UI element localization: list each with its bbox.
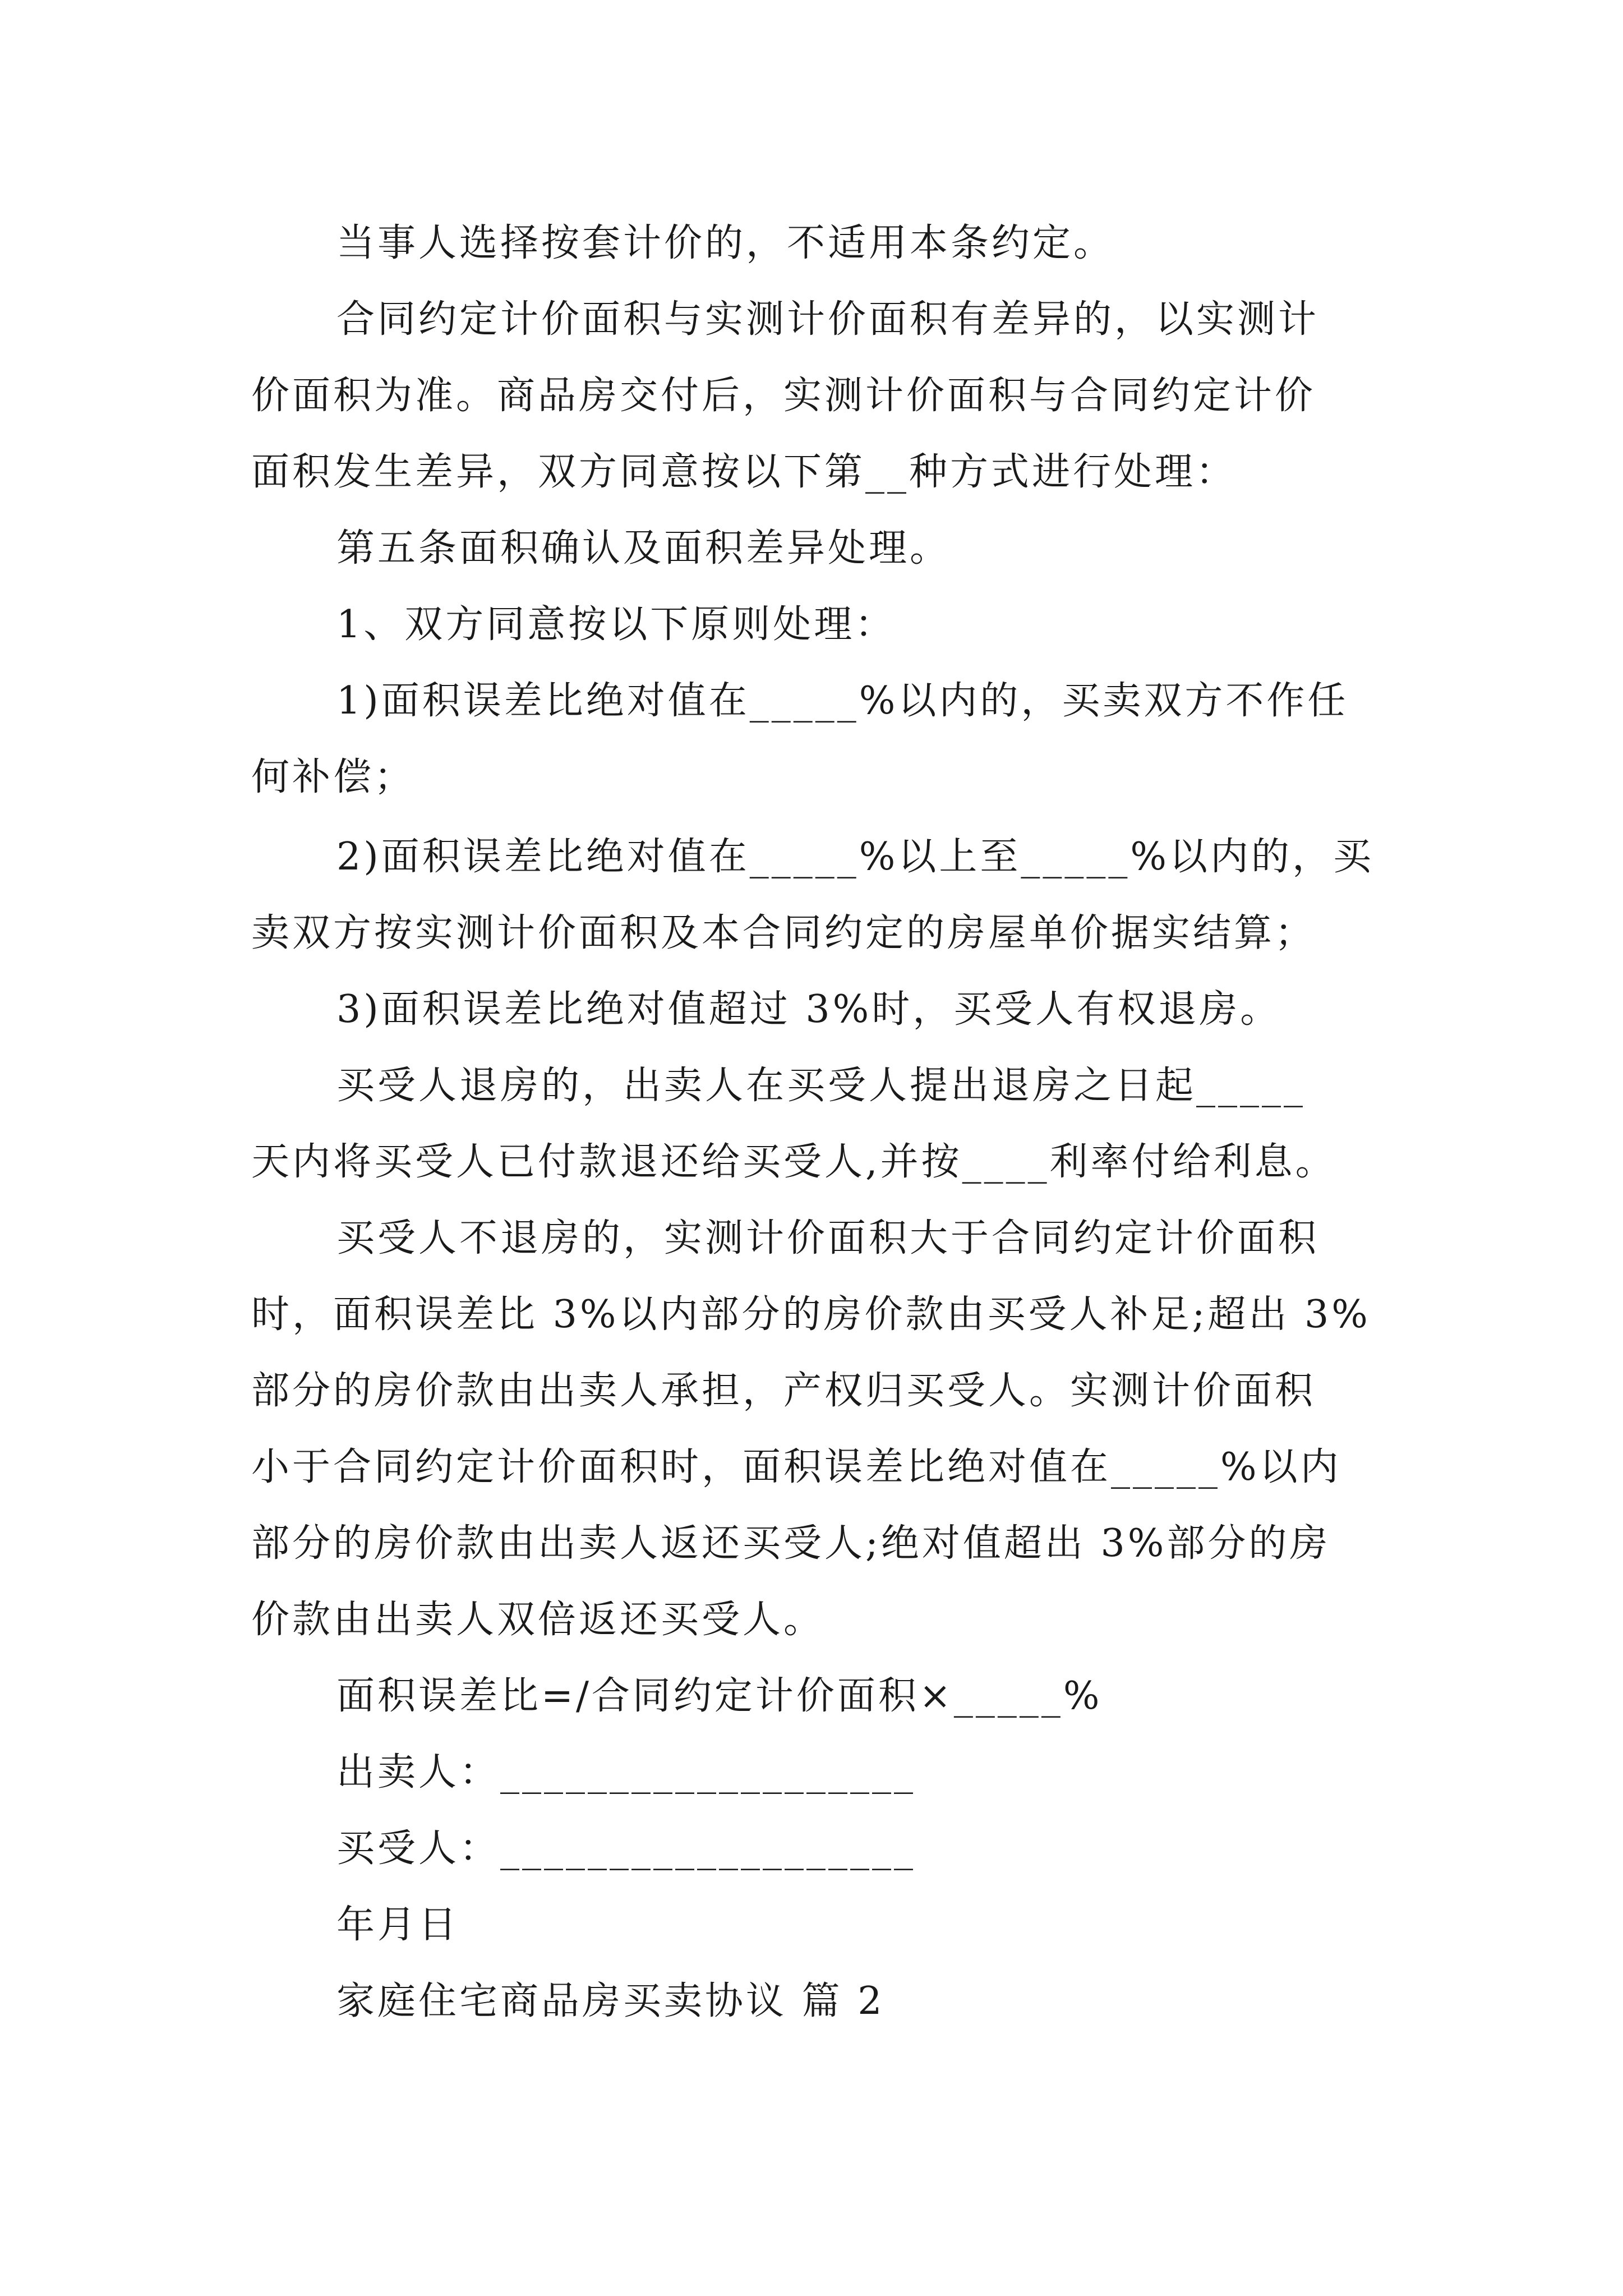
paragraph-line: 1、双方同意按以下原则处理：	[336, 602, 896, 647]
paragraph-line: 卖双方按实测计价面积及本合同约定的房屋单价据实结算；	[251, 911, 1316, 955]
paragraph-line: 当事人选择按套计价的，不适用本条约定。	[336, 221, 1115, 265]
buyer-signature-line: 买受人：___________________	[336, 1826, 916, 1871]
paragraph-line: 1)面积误差比绝对值在_____%以内的，买卖双方不作任	[336, 679, 1349, 723]
paragraph-line: 小于合同约定计价面积时，面积误差比绝对值在_____%以内	[251, 1445, 1341, 1489]
paragraph-line: 合同约定计价面积与实测计价面积有差异的，以实测计	[336, 297, 1320, 342]
seller-signature-line: 出卖人：___________________	[336, 1750, 916, 1795]
section-heading: 第五条面积确认及面积差异处理。	[336, 526, 951, 570]
formula-line: 面积误差比=/合同约定计价面积×_____%	[336, 1674, 1103, 1718]
paragraph-line: 何补偿；	[251, 755, 416, 799]
paragraph-line: 买受人退房的，出卖人在买受人提出退房之日起_____	[336, 1064, 1306, 1108]
paragraph-line: 价款由出卖人双倍返还买受人。	[251, 1598, 825, 1642]
paragraph-line: 价面积为准。商品房交付后，实测计价面积与合同约定计价	[251, 374, 1316, 418]
paragraph-line: 部分的房价款由出卖人返还买受人;绝对值超出 3%部分的房	[251, 1521, 1331, 1566]
paragraph-line: 面积发生差异，双方同意按以下第__种方式进行处理：	[251, 450, 1237, 494]
section-title: 家庭住宅商品房买卖协议 篇 2	[336, 1979, 885, 2023]
paragraph-line: 时，面积误差比 3%以内部分的房价款由买受人补足;超出 3%	[251, 1292, 1371, 1337]
paragraph-line: 天内将买受人已付款退还给买受人,并按____利率付给利息。	[251, 1140, 1336, 1184]
date-line: 年月日	[336, 1903, 460, 1947]
paragraph-line: 部分的房价款由出卖人承担，产权归买受人。实测计价面积	[251, 1369, 1316, 1413]
paragraph-line: 2)面积误差比绝对值在_____%以上至_____%以内的，买	[336, 835, 1375, 879]
paragraph-line: 3)面积误差比绝对值超过 3%时，买受人有权退房。	[336, 987, 1281, 1032]
paragraph-line: 买受人不退房的，实测计价面积大于合同约定计价面积	[336, 1216, 1320, 1260]
